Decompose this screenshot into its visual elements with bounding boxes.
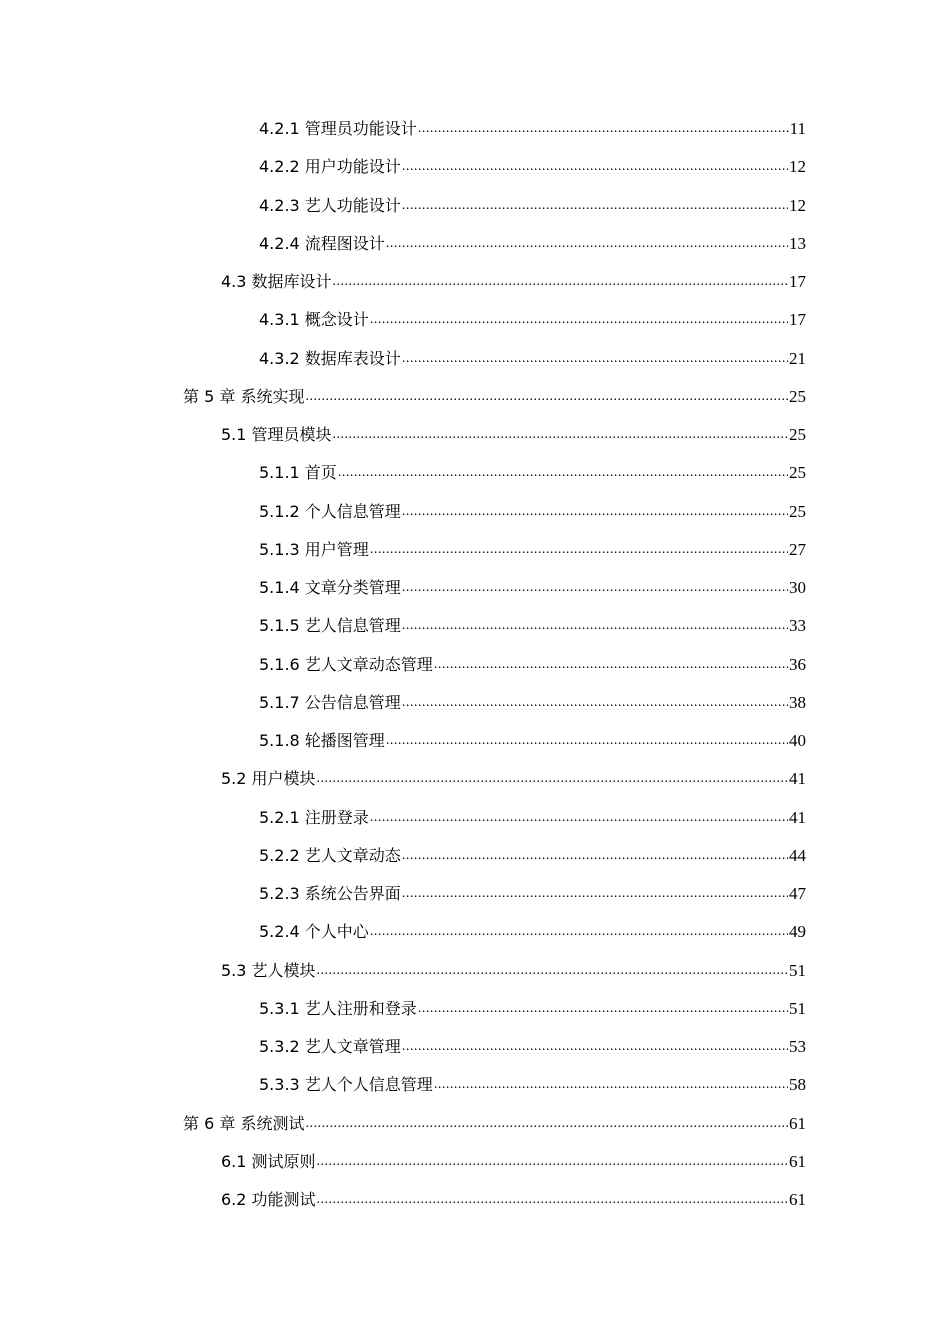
toc-entry-title: 5.2.2 艺人文章动态	[259, 845, 401, 865]
toc-entry-title: 5.1.1 首页	[259, 463, 337, 483]
dot-leader	[402, 607, 788, 645]
toc-entry[interactable]	[221, 760, 806, 798]
toc-entry-title: 5.2.3 系统公告界面	[259, 884, 401, 903]
toc-entry-page-number: 21	[789, 348, 806, 368]
toc-entry-page-number: 41	[789, 769, 806, 789]
dot-leader	[402, 493, 788, 531]
toc-entry-page-number: 41	[789, 807, 806, 827]
toc-entry-page-number: 58	[789, 1075, 806, 1095]
toc-entry-page-number: 25	[789, 463, 806, 483]
dot-leader	[338, 454, 788, 492]
toc-entry[interactable]	[259, 646, 806, 684]
toc-entry-title: 4.2.2 用户功能设计	[259, 157, 401, 177]
toc-entry-page-number: 38	[789, 692, 806, 712]
dot-leader	[402, 684, 788, 722]
toc-entry-page-number: 61	[789, 1113, 806, 1133]
toc-entry[interactable]	[221, 1181, 806, 1219]
dot-leader	[333, 416, 788, 454]
dot-leader	[370, 913, 788, 951]
toc-entry-title: 5.1.2 个人信息管理	[259, 501, 401, 521]
toc-entry-page-number: 51	[789, 960, 806, 980]
toc-entry-title: 5.2.4 个人中心	[259, 922, 369, 942]
toc-entry-page-number: 27	[789, 539, 806, 559]
toc-entry-title: 6.1 测试原则	[221, 1151, 316, 1171]
toc-entry-page-number: 47	[789, 884, 806, 903]
toc-entry[interactable]	[259, 799, 806, 837]
toc-entry-title: 第 6 章 系统测试	[183, 1113, 305, 1133]
dot-leader	[418, 110, 789, 148]
toc-entry[interactable]	[259, 340, 806, 378]
toc-entry[interactable]	[259, 1028, 806, 1066]
toc-entry-page-number: 30	[789, 578, 806, 597]
toc-entry[interactable]	[259, 913, 806, 951]
dot-leader	[305, 378, 788, 416]
dot-leader	[317, 1143, 788, 1181]
toc-entry-page-number: 44	[789, 845, 806, 865]
dot-leader	[386, 225, 788, 263]
dot-leader	[402, 569, 788, 607]
toc-entry[interactable]	[259, 722, 806, 760]
toc-entry-page-number: 25	[789, 386, 806, 406]
toc-entry-page-number: 61	[789, 1190, 806, 1209]
dot-leader	[370, 531, 788, 569]
toc-entry-page-number: 12	[789, 157, 806, 177]
toc-entry-title: 5.1.8 轮播图管理	[259, 731, 385, 750]
toc-entry[interactable]	[221, 1143, 806, 1181]
dot-leader	[402, 875, 788, 913]
toc-entry-title: 5.1.5 艺人信息管理	[259, 616, 401, 636]
toc-entry-title: 6.2 功能测试	[221, 1190, 316, 1209]
toc-entry[interactable]	[259, 569, 806, 607]
toc-entry-title: 4.3.1 概念设计	[259, 310, 369, 330]
toc-entry[interactable]	[259, 225, 806, 263]
toc-entry-title: 5.1.4 文章分类管理	[259, 578, 401, 597]
toc-entry-page-number: 17	[789, 272, 806, 291]
toc-entry[interactable]	[259, 493, 806, 531]
dot-leader	[370, 799, 788, 837]
toc-entry[interactable]	[259, 875, 806, 913]
toc-entry-page-number: 61	[789, 1151, 806, 1171]
toc-entry-page-number: 13	[789, 233, 806, 253]
toc-entry[interactable]	[259, 187, 806, 225]
toc-entry-title: 5.3.3 艺人个人信息管理	[259, 1075, 433, 1095]
toc-entry-title: 第 5 章 系统实现	[183, 386, 305, 406]
dot-leader	[434, 646, 788, 684]
toc-entry[interactable]	[259, 148, 806, 186]
toc-entry-page-number: 11	[789, 119, 806, 138]
toc-entry-page-number: 12	[789, 195, 806, 215]
toc-entry-title: 5.3.1 艺人注册和登录	[259, 998, 417, 1018]
toc-entry-title: 4.2.1 管理员功能设计	[259, 119, 417, 138]
toc-entry-title: 5.2.1 注册登录	[259, 807, 369, 827]
toc-entry-title: 5.3.2 艺人文章管理	[259, 1037, 401, 1056]
toc-entry-page-number: 40	[789, 731, 806, 750]
dot-leader	[317, 952, 788, 990]
toc-entry[interactable]	[259, 301, 806, 339]
dot-leader	[402, 837, 788, 875]
dot-leader	[418, 990, 788, 1028]
toc-entry[interactable]	[221, 263, 806, 301]
dot-leader	[434, 1066, 788, 1104]
dot-leader	[305, 1105, 788, 1143]
toc-entry-title: 5.1.6 艺人文章动态管理	[259, 654, 433, 674]
toc-entry-title: 4.2.3 艺人功能设计	[259, 195, 401, 215]
toc-entry-title: 5.2 用户模块	[221, 769, 316, 789]
toc-entry-title: 5.1.3 用户管理	[259, 539, 369, 559]
toc-entry-page-number: 25	[789, 501, 806, 521]
toc-entry-title: 4.3.2 数据库表设计	[259, 348, 401, 368]
toc-entry-title: 4.3 数据库设计	[221, 272, 332, 291]
toc-entry-title: 5.3 艺人模块	[221, 960, 316, 980]
toc-entry[interactable]	[259, 990, 806, 1028]
dot-leader	[386, 722, 788, 760]
toc-entry[interactable]	[183, 1105, 806, 1143]
toc-entry[interactable]	[259, 837, 806, 875]
toc-entry[interactable]	[259, 607, 806, 645]
toc-entry-page-number: 33	[789, 616, 806, 636]
toc-entry[interactable]	[221, 416, 806, 454]
dot-leader	[317, 1181, 788, 1219]
toc-entry[interactable]	[259, 454, 806, 492]
toc-entry[interactable]	[259, 531, 806, 569]
toc-entry-page-number: 53	[789, 1037, 806, 1056]
dot-leader	[402, 187, 788, 225]
toc-entry-page-number: 51	[789, 998, 806, 1018]
dot-leader	[333, 263, 788, 301]
dot-leader	[370, 301, 788, 339]
toc-entry-title: 4.2.4 流程图设计	[259, 233, 385, 253]
toc-entry[interactable]	[259, 1066, 806, 1104]
toc-entry-page-number: 17	[789, 310, 806, 330]
dot-leader	[402, 1028, 788, 1066]
toc-entry[interactable]	[183, 378, 806, 416]
toc-entry-title: 5.1.7 公告信息管理	[259, 692, 401, 712]
dot-leader	[402, 148, 788, 186]
dot-leader	[402, 340, 788, 378]
toc-entry-page-number: 36	[789, 654, 806, 674]
toc-entry-page-number: 25	[789, 425, 806, 444]
toc-entry-page-number: 49	[789, 922, 806, 942]
toc-entry[interactable]	[221, 952, 806, 990]
toc-entry[interactable]	[259, 110, 806, 148]
dot-leader	[317, 760, 788, 798]
toc-entry[interactable]	[259, 684, 806, 722]
toc-entry-title: 5.1 管理员模块	[221, 425, 332, 444]
